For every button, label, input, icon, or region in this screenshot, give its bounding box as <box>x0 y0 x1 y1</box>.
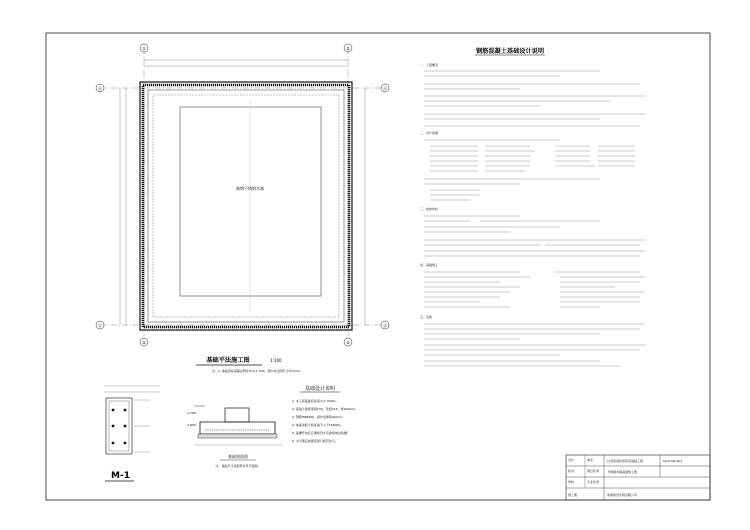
foundation-note-2: 2. 混凝土强度等级C30，垫层C15，厚100mm。 <box>292 407 359 411</box>
tb-row-5: 项目负责 <box>587 469 600 473</box>
m1-detail <box>104 386 160 481</box>
grid-bubble-1-bottom: ① <box>142 340 146 345</box>
plan-view <box>96 44 389 373</box>
spec-notes <box>420 47 645 366</box>
plan-title: 基础平法施工图 <box>206 357 250 364</box>
tb-stage: 施工图 <box>568 493 578 497</box>
spec-section-4: 四、基础施工 <box>420 263 439 267</box>
tb-project: 甘肃某某机场泵房基础工程 <box>607 459 644 463</box>
foundation-note-3: 3. 钢筋HRB400，保护层厚度40mm。 <box>292 415 345 419</box>
tb-drawing-no: CJCS-SD-001 <box>663 459 683 463</box>
foundation-note-6: 6. 未尽事宜按国家现行规范执行。 <box>292 439 338 443</box>
foundation-note-5: 5. 基槽开挖后应通知设计及勘察单位验槽。 <box>292 431 350 435</box>
spec-section-2: 二、设计依据 <box>420 131 439 135</box>
grid-bubble-a-right-bottom: Ⓐ <box>383 323 387 328</box>
tank-label: 新增不锈钢水箱 <box>236 186 264 191</box>
foundation-note-1: 1. 本工程基础底标高为-1.700m。 <box>292 399 339 403</box>
foundation-notes <box>292 385 358 443</box>
grid-bubble-2-bottom: ② <box>346 340 350 345</box>
m1-title: M-1 <box>111 471 130 481</box>
section-note: 注：基础尺寸及配筋详见平面图。 <box>215 464 261 468</box>
tb-company: 某建筑设计院有限公司 <box>607 493 638 497</box>
plan-note: 注：1. 基础顶标高除注明外均为-1.700，图中未注明尺寸均为mm。 <box>212 369 304 373</box>
tb-drawing-name: 不锈钢水箱基础施工图 <box>607 470 638 474</box>
section-label-top: -1.700 <box>186 411 196 415</box>
grid-bubble-1: ① <box>142 46 146 51</box>
spec-section-1: 一、工程概况 <box>420 63 439 67</box>
foundation-note-4: 4. 地基承载力特征值不小于150kPa。 <box>292 423 343 427</box>
section-label-bottom: -1.800 <box>186 423 196 427</box>
title-block <box>566 455 710 500</box>
outer-frame <box>46 33 710 500</box>
grid-bubble-a-left: Ⓐ <box>98 86 102 91</box>
section-title: 基础剖面图 <box>228 454 248 459</box>
tb-row-2: 校对 <box>568 469 575 473</box>
spec-section-5: 五、其他 <box>420 315 433 319</box>
tb-row-3: 审核 <box>568 480 575 484</box>
grid-bubble-2: ② <box>346 46 350 51</box>
foundation-notes-title: 基础设计说明 <box>304 386 336 392</box>
plan-scale: 1:100 <box>270 358 282 363</box>
grid-bubble-a-right: Ⓐ <box>383 86 387 91</box>
spec-title: 钢筋混凝土基础设计说明 <box>475 48 545 55</box>
spec-section-3: 三、结构材料 <box>420 207 439 211</box>
tb-row-1: 设计 <box>568 458 575 462</box>
grid-bubble-a-left-bottom: Ⓐ <box>98 323 102 328</box>
section-detail <box>186 406 282 468</box>
tb-row-4: 审定 <box>587 458 594 462</box>
tb-row-6: 专业负责 <box>587 480 600 484</box>
